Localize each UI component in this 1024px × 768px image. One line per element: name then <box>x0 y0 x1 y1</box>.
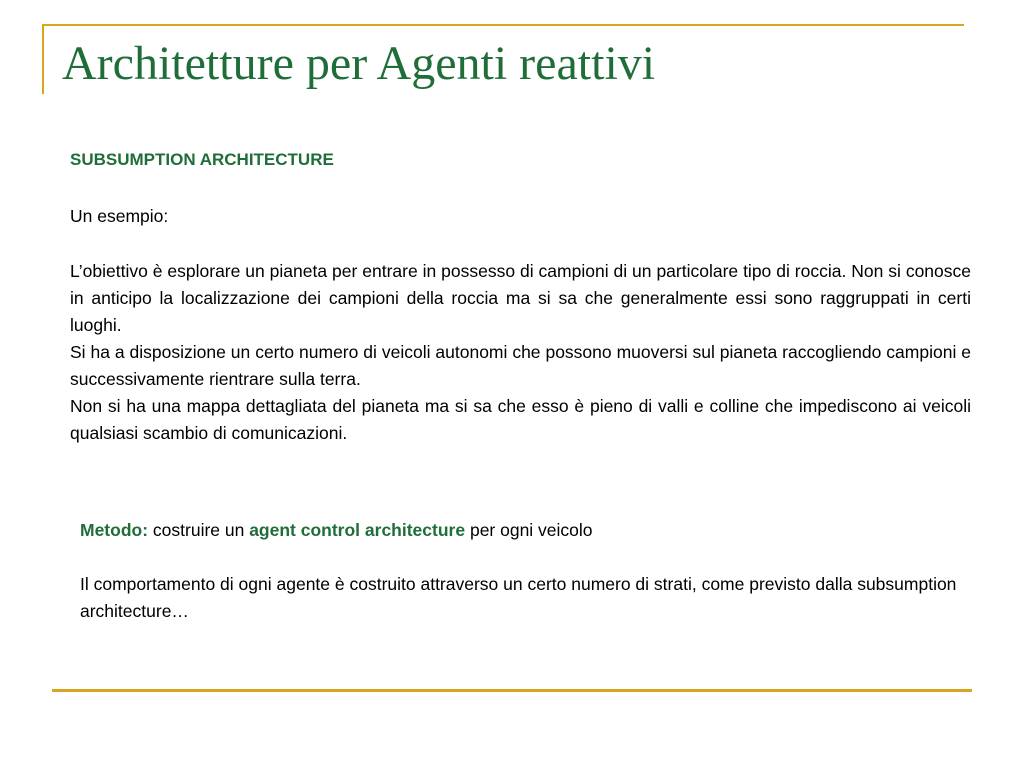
method-text-after: per ogni veicolo <box>465 520 593 540</box>
paragraph-map: Non si ha una mappa dettagliata del pianeta ma si sa che esso è pieno di valli e colline che impediscono ai veicoli qualsiasi scambio di comunicazioni. <box>70 396 971 443</box>
slide-title: Architetture per Agenti reattivi <box>62 37 656 90</box>
paragraph-objective: L’obiettivo è esplorare un pianeta per entrare in possesso di campioni di un particolare tipo di roccia. Non si conosce in anticipo la localizzazione dei campioni della roccia ma si sa che generalmente essi sono raggruppati in certi luoghi. <box>70 261 971 335</box>
method-block <box>80 517 970 625</box>
description-block <box>70 258 971 447</box>
frame-top-line <box>42 24 964 26</box>
behavior-text: Il comportamento di ogni agente è costruito attraverso un certo numero di strati, come previsto dalla subsumption architecture… <box>80 574 957 621</box>
frame-bottom-line <box>52 689 972 692</box>
paragraph-vehicles: Si ha a disposizione un certo numero di veicoli autonomi che possono muoversi sul pianeta raccogliendo campioni e successivamente rientrare sulla terra. <box>70 342 971 389</box>
method-line <box>80 517 970 544</box>
method-highlight: agent control architecture <box>249 520 466 540</box>
spacer <box>80 544 970 571</box>
frame-left-line <box>42 24 44 94</box>
method-text-before: costruire un <box>148 520 250 540</box>
method-label: Metodo: <box>80 520 149 540</box>
section-heading: SUBSUMPTION ARCHITECTURE <box>70 150 334 169</box>
intro-text: Un esempio: <box>70 206 169 226</box>
